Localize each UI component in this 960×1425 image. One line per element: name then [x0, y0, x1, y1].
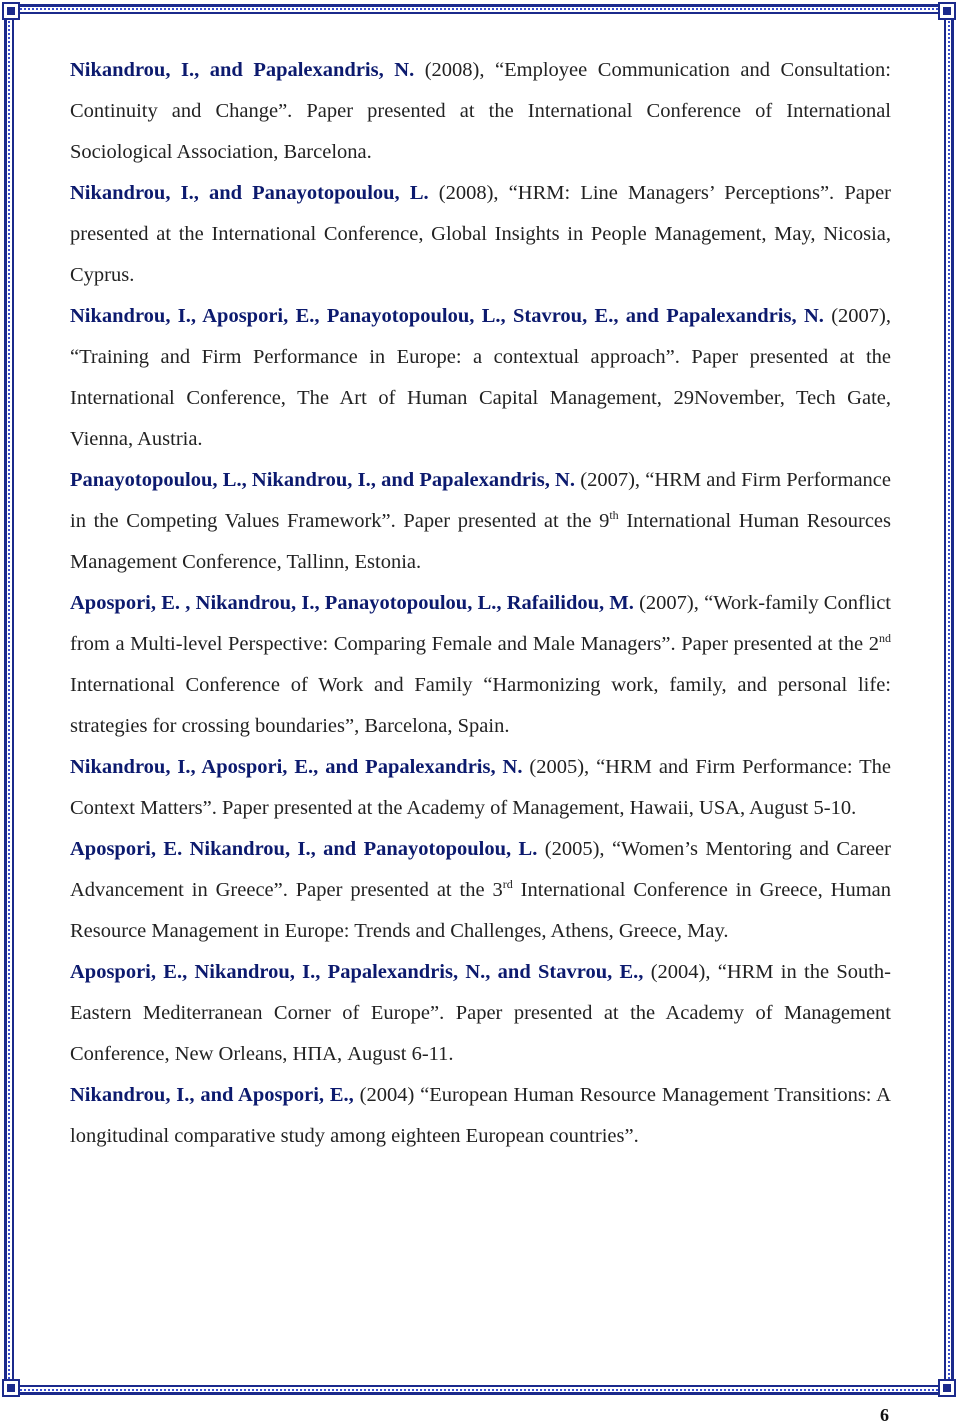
reference-entry	[70, 829, 891, 952]
reference-entry	[70, 747, 891, 829]
ordinal-suffix: nd	[879, 631, 891, 646]
reference-authors: Nikandrou, I., and Papalexandris, N.	[70, 59, 415, 81]
reference-authors: Apospori, E. Nikandrou, I., and Panayotopoulou, L.	[70, 838, 538, 860]
reference-authors: Nikandrou, I., and Apospori, E.,	[70, 1084, 354, 1106]
reference-details-continued: International Conference of Work and Family “Harmonizing work, family, and personal life: strategies for crossing boundaries”, Barcelona, Spain.	[70, 674, 891, 737]
border-corner-ornament	[940, 4, 954, 18]
reference-details-continued: International Human Resources Management Conference, Tallinn, Estonia.	[70, 510, 891, 573]
reference-entry	[70, 50, 891, 173]
reference-details: (2007), “Work-family Conflict from a Multi-level Perspective: Comparing Female and Male Managers”. Paper presented at the 2	[70, 592, 891, 655]
reference-details: (2005), “Women’s Mentoring and Career Advancement in Greece”. Paper presented at the 3	[70, 838, 891, 901]
reference-authors: Nikandrou, I., Apospori, E., and Papalexandris, N.	[70, 756, 523, 778]
reference-entry	[70, 460, 891, 583]
reference-details: (2008), “Employee Communication and Consultation: Continuity and Change”. Paper presented at the International Conference of International Sociological Association, Barcelona.	[70, 59, 891, 163]
ordinal-suffix: th	[609, 508, 619, 523]
page-number: 6	[880, 1405, 889, 1425]
reference-details: (2008), “HRM: Line Managers’ Perceptions”. Paper presented at the International Conference, Global Insights in People Management, May, Nicosia, Cyprus.	[70, 182, 891, 286]
reference-authors: Panayotopoulou, L., Nikandrou, I., and Papalexandris, N.	[70, 469, 575, 491]
reference-entry	[70, 1075, 891, 1157]
reference-authors: Nikandrou, I., Apospori, E., Panayotopoulou, L., Stavrou, E., and Papalexandris, N.	[70, 305, 824, 327]
border-corner-ornament	[4, 1381, 18, 1395]
reference-details: (2005), “HRM and Firm Performance: The Context Matters”. Paper presented at the Academy of Management, Hawaii, USA, August 5-10.	[70, 756, 891, 819]
reference-details: (2004), “HRM in the South-Eastern Mediterranean Corner of Europe”. Paper presented at the Academy of Management Conference, New Orleans, ΗΠΑ, August 6-11.	[70, 961, 891, 1065]
reference-details: (2007), “HRM and Firm Performance in the Competing Values Framework”. Paper presented at the 9	[70, 469, 891, 532]
ordinal-suffix: rd	[502, 877, 513, 892]
reference-authors: Nikandrou, I., and Panayotopoulou, L.	[70, 182, 429, 204]
reference-details: (2007), “Training and Firm Performance in Europe: a contextual approach”. Paper presented at the International Conference, The Art of Human Capital Management, 29November, Tech Gate, Vienna, Austria.	[70, 305, 892, 450]
reference-entry	[70, 952, 891, 1075]
border-corner-ornament	[4, 4, 18, 18]
reference-details-continued: International Conference in Greece, Human Resource Management in Europe: Trends and Challenges, Athens, Greece, May.	[70, 879, 891, 942]
reference-entry	[70, 173, 891, 296]
reference-list	[70, 50, 891, 1157]
reference-entry	[70, 296, 891, 460]
border-corner-ornament	[940, 1381, 954, 1395]
reference-authors: Apospori, E., Nikandrou, I., Papalexandris, N., and Stavrou, E.,	[70, 961, 644, 983]
reference-authors: Apospori, E. , Nikandrou, I., Panayotopoulou, L., Rafailidou, M.	[70, 592, 634, 614]
reference-entry	[70, 583, 891, 747]
reference-details: (2004) “European Human Resource Management Transitions: A longitudinal comparative study among eighteen European countries”.	[70, 1084, 891, 1147]
